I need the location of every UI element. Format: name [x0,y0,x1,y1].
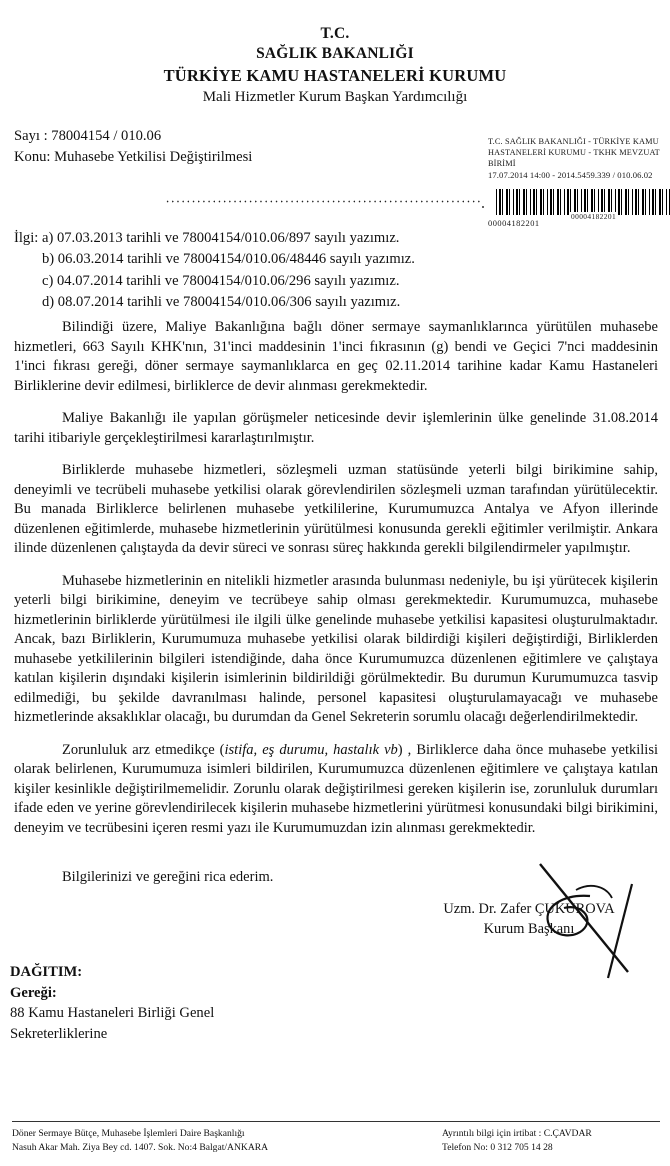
document-footer [12,1127,660,1156]
ilgi-item-d: d) 08.07.2014 tarihli ve 78004154/010.06/306 sayılı yazımız. [42,293,401,310]
body-paragraph-5 [14,741,658,839]
body-paragraph-4: Muhasebe hizmetlerinin en nitelikli hizmetler arasında bulunması nedeniyle, bu işi yürütecek kişilerin yeterli bilgi birikimine, deneyim ve tecrübeye sahip olması gerekmektedir. Kurumumuzca, muhasebe hizmetlerinin birliklerde yürütülmesi ile ilgili ülke genelinde muhasebe yetkilisi kapasitesi oluşturulmaktadır. Ancak, bazı Birliklerin, Kurumumuza muhasebe yetkilisi olarak bildirdiği kişileri değiştirdiği, Birliklerden muhasebe yetkililerinin bilgileri istendiğinde, daha önce Kurumumuzca düzenlenen eğitimlere ve çalıştaya katılan kişilerin dışındaki kişilerin isimlerinin bildirildiği görülmektedir. Bu durumun Kurumumuzca tasvip edilmediği, bu şekilde davranılması halinde, personel kapasitesi oluşturulamayacağı ve muhasebe hizmetlerinde aksaklıklar olacağı, bu durumdan da Genel Sekreterin sorumlu olacağı değerlendirilmektedir. [14,572,658,725]
ilgi-item-b: b) 06.03.2014 tarihli ve 78004154/010.06/48446 sayılı yazımız. [42,251,415,268]
footer-contact-person: Ayrıntılı bilgi için irtibat : C.ÇAVDAR [442,1128,592,1139]
body-paragraph-1: Bilindiği üzere, Maliye Bakanlığına bağlı döner sermaye saymanlıklarınca yürütülen muhasebe hizmetleri, 663 Sayılı KHK'nın, 31'inci maddesinin 1'inci fıkrasının (g) bendi ve Geçici 7'nci maddesinin 1'inci fıkrası gereği, döner sermaye saymanlıklarca en geç 02.11.2014 tarihine kadar Kamu Hastaneleri Birliklerine devir edilmesi, birliklerce de devir alınması gerekmektedir. [14,319,658,394]
header-tc: T.C. [320,25,350,42]
footer-divider [12,1121,660,1122]
document-body [14,318,658,851]
distribution-block [10,962,214,1045]
stamp-line-3: BİRİMİ [488,159,516,169]
meta-konu: Konu: Muhasebe Yetkilisi Değiştirilmesi [14,148,253,165]
stamp-line-2: HASTANELERİ KURUMU - TKHK MEVZUAT [488,148,660,158]
document-meta [14,126,252,167]
signer-name: Uzm. Dr. Zafer ÇUKUROVA [443,901,615,917]
footer-address-line-1: Döner Sermaye Bütçe, Muhasebe İşlemleri Daire Başkanlığı [12,1128,245,1139]
footer-contact [442,1127,660,1156]
para5-after-italic: ) , Birliklerce daha önce muhasebe yetkilisi olarak belirlenen, Kurumumuza isimleri bildirilen, Kurumumuzca düzenlenen eğitimlere ve çalıştaya katılan kişiler kesinlikle değiştirilmemelidir. Zorunlu olarak değiştirilmesi gereken kişilerin ise, zorunluluk durumları ifade eden ve yerine görevlendirilecek kişilerin muhasebe hizmetlerini yürütmesi konusundaki bilgi birikimini, deneyim ve tecrübesini içeren resmi yazı ile Kurumumuzdan izin alınması gerekmektedir. [14,741,658,836]
footer-address-line-2: Nasuh Akar Mah. Ziya Bey cd. 1407. Sok. No:4 Balgat/ANKARA [12,1142,269,1154]
stamp-line-1: T.C. SAĞLIK BAKANLIĞI - TÜRKİYE KAMU [488,137,659,146]
signature-block [400,900,658,939]
ilgi-item-a: İlgi: a) 07.03.2013 tarihli ve 78004154/010.06/897 sayılı yazımız. [14,230,400,246]
ilgi-references [14,228,534,313]
barcode-number: 00004182201 [571,212,617,221]
distribution-line-2: Sekreterliklerine [10,1026,108,1043]
registration-stamp [488,136,670,182]
document-header [0,24,670,107]
body-paragraph-3: Birliklerde muhasebe hizmetleri, sözleşmeli uzman statüsünde yeterli bilgi birikimine sahip, deneyimli ve tecrübeli muhasebe yetkilisi olarak görevlendirilen sözleşmeli uzman tarafından yürütülecektir. Bu manada Birliklerce belirlenen muhasebe yetkililerine, Kurumumuzca Antalya ve Afyon illerinde düzenlenen eğitimlerde, muhasebe hizmetlerinin yürütülmesi konusunda gerekli eğitimler verilmiştir. Ankara ilinde düzenlenen çalıştayda da devir süreci ve sonrası süreç hakkında gerekli bilgilendirmeler yapılmıştır. [14,462,658,556]
para5-before-italic: Zorunluluk arz etmedikçe ( [62,741,225,758]
header-department: Mali Hizmetler Kurum Başkan Yardımcılığı [202,88,468,105]
distribution-title: DAĞITIM: [10,964,83,980]
closing-line: Bilgilerinizi ve gereğini rica ederim. [62,869,274,885]
footer-address [12,1127,442,1156]
distribution-line-1: 88 Kamu Hastaneleri Birliği Genel [10,1005,215,1022]
footer-contact-phone: Telefon No: 0 312 705 14 28 [442,1142,553,1154]
header-ministry: SAĞLIK BAKANLIĞI [256,45,414,63]
signer-title: Kurum Başkanı [483,920,575,937]
ilgi-item-c: c) 04.07.2014 tarihli ve 78004154/010.06/296 sayılı yazımız. [42,272,400,289]
body-paragraph-2: Maliye Bakanlığı ile yapılan görüşmeler neticesinde devir işlemlerinin ülke genelinde 31.08.2014 tarihi itibariyle gerçekleştirilmesi kararlaştırılmıştır. [14,410,658,446]
distribution-subtitle: Gereği: [10,984,57,1001]
stamp-reference: 17.07.2014 14:00 - 2014.5459.339 / 010.06.02 [488,170,653,181]
meta-sayi: Sayı : 78004154 / 010.06 [14,128,162,144]
dotted-separator [165,200,483,203]
stamp-dot-marker [482,206,484,208]
header-institution: TÜRKİYE KAMU HASTANELERİ KURUMU [163,65,507,85]
barcode-number-left: 00004182201 [488,219,540,228]
para5-italic-clause: istifa, eş durumu, hastalık vb [224,741,398,758]
